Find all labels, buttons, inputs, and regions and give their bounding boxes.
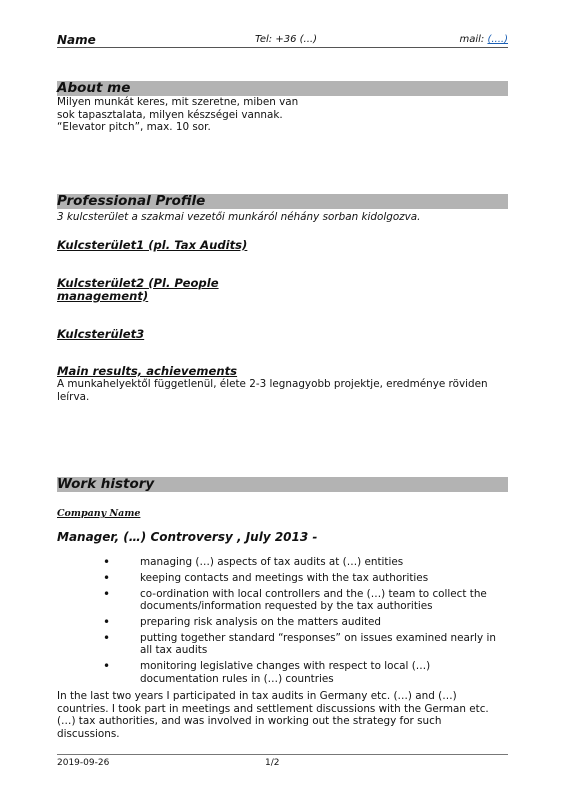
bullet-icon: • <box>103 586 111 601</box>
name-field: Name <box>57 33 96 47</box>
about-me-heading: About me <box>57 81 508 96</box>
footer-date: 2019-09-26 <box>57 758 110 768</box>
key-area-2-line: management) <box>57 289 149 303</box>
telephone-field: Tel: +36 (...) <box>255 34 317 45</box>
summary-line: discussions. <box>57 727 120 740</box>
summary-line: In the last two years I participated in tax audits in Germany etc. (…) and (…) <box>57 690 457 702</box>
summary-line: (…) tax authorities, and was involved in working out the strategy for such <box>57 715 442 728</box>
list-item: • keeping contacts and meetings with the tax authorities <box>103 570 429 585</box>
page-footer <box>57 754 508 768</box>
main-results-heading: Main results, achievements <box>57 364 238 378</box>
list-item: • managing (…) aspects of tax audits at (…) entities <box>103 555 404 569</box>
summary-line: countries. I took part in meetings and settlement discussions with the German etc. <box>57 702 489 715</box>
about-me-text <box>57 96 298 134</box>
key-area-2-line: Kulcsterület2 (Pl. People <box>57 276 219 290</box>
bullet-icon: • <box>103 659 111 674</box>
bullet-icon: • <box>103 555 111 569</box>
results-line: leírva. <box>57 390 90 403</box>
about-line: “Elevator pitch”, max. 10 sor. <box>57 121 211 134</box>
mail-field <box>459 34 508 45</box>
company-name: Company Name <box>57 508 141 519</box>
page-header <box>57 33 508 48</box>
professional-profile-heading: Professional Profile <box>57 194 508 209</box>
mail-link[interactable]: (....) <box>487 34 508 45</box>
job-position: Manager, (…) Controversy , July 2013 - <box>57 530 318 544</box>
list-item: • preparing risk analysis on the matters audited <box>103 614 382 629</box>
bullet-icon: • <box>103 614 111 629</box>
bullet-icon: • <box>103 570 111 585</box>
page-number: 1/2 <box>265 758 280 768</box>
key-area-1: Kulcsterület1 (pl. Tax Audits) <box>57 238 248 252</box>
bullet-icon: • <box>103 630 111 645</box>
about-line: sok tapasztalata, milyen készségei vannak. <box>57 108 283 121</box>
duties-list <box>57 556 508 688</box>
profile-intro: 3 kulcsterület a szakmai vezetői munkáról néhány sorban kidolgozva. <box>57 211 421 223</box>
key-area-2 <box>57 277 219 303</box>
work-history-heading: Work history <box>57 477 508 492</box>
list-item: • putting together standard “responses” on issues examined nearly in all tax audits <box>103 630 496 657</box>
results-line: A munkahelyektől függetlenül, élete 2-3 legnagyobb projektje, eredménye röviden <box>57 378 488 390</box>
about-line: Milyen munkát keres, mit szeretne, miben van <box>57 96 299 108</box>
mail-label: mail: <box>459 34 488 45</box>
list-item: • co-ordination with local controllers and the (…) team to collect the documents/information requested by the tax authorities <box>103 586 487 613</box>
work-summary <box>57 690 489 740</box>
list-item: • monitoring legislative changes with respect to local (…) documentation rules in (…) countries <box>103 659 431 685</box>
main-results-text <box>57 378 488 403</box>
key-area-3: Kulcsterület3 <box>57 327 145 341</box>
